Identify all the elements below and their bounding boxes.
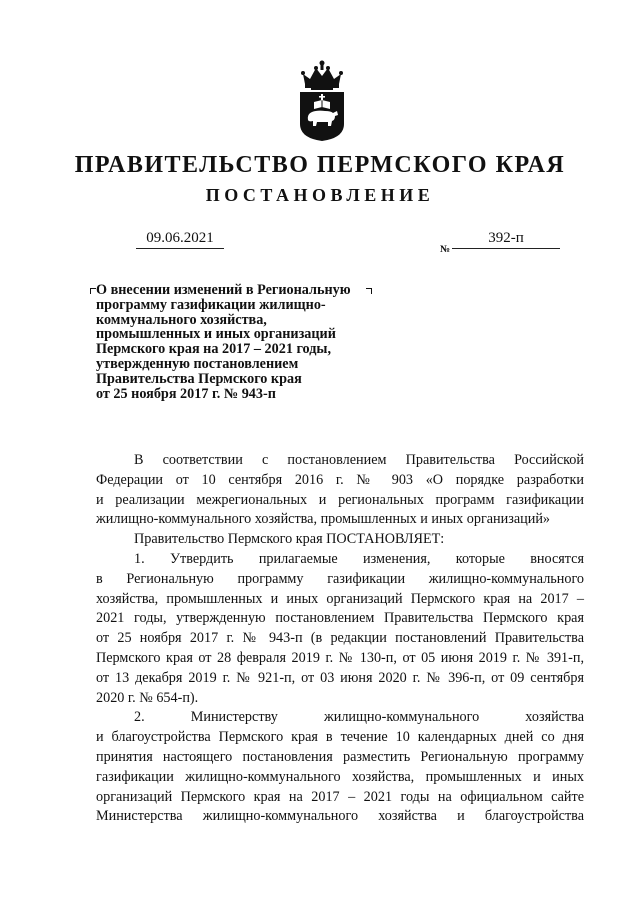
body-line: в Региональную программу газификации жилищно-коммунального [96, 570, 584, 587]
body-line: Пермского края от 28 февраля 2019 г. № 130-п, от 05 июня 2019 г. № 391-п, [96, 649, 584, 666]
document-date: 09.06.2021 [136, 230, 224, 249]
body-line: Федерации от 10 сентября 2016 г. № 903 «О порядке разработки [96, 471, 584, 488]
body-line: 2020 г. № 654-п). [96, 689, 199, 706]
subject-line: от 25 ноября 2017 г. № 943-п [96, 385, 276, 402]
subject-line: утвержденную постановлением [96, 355, 299, 372]
perm-krai-coat-of-arms-icon [295, 58, 349, 142]
body-line: от 13 декабря 2019 г. № 921-п, от 03 июня 2020 г. № 396-п, от 09 сентября [96, 669, 584, 686]
document-subject [96, 283, 386, 401]
subject-line: промышленных и иных организаций [96, 326, 336, 343]
document-body [96, 451, 584, 827]
subject-line: О внесении изменений в Региональную [96, 282, 351, 298]
government-title: ПРАВИТЕЛЬСТВО ПЕРМСКОГО КРАЯ [74, 152, 566, 178]
body-line: хозяйства, промышленных и иных организаций Пермского края на 2017 – [96, 590, 584, 607]
document-type: ПОСТАНОВЛЕНИЕ [205, 185, 435, 205]
body-line: принятия настоящего постановления разместить Региональную программу [96, 748, 584, 765]
body-line: жилищно-коммунального хозяйства, промышленных и иных организаций» [96, 511, 551, 528]
body-line: и реализации межрегиональных и региональных программ газификации [96, 491, 584, 508]
subject-line: Правительства Пермского края [96, 370, 302, 387]
document-number-block [440, 230, 564, 254]
subject-line: коммунального хозяйства, [96, 311, 267, 328]
body-line: Министерства жилищно-коммунального хозяйства и благоустройства [96, 808, 584, 825]
number-sign: № [440, 244, 451, 255]
body-line: 1. Утвердить прилагаемые изменения, которые вносятся [134, 550, 584, 567]
body-line: 2. Министерству жилищно-коммунального хозяйства [134, 709, 584, 726]
body-line: В соответствии с постановлением Правительства Российской [134, 452, 584, 468]
body-line: и благоустройства Пермского края в течение 10 календарных дней со дня [96, 729, 584, 746]
subject-line: Пермского края на 2017 – 2021 годы, [96, 341, 332, 358]
body-line: от 25 ноября 2017 г. № 943-п (в редакции постановлений Правительства [96, 630, 584, 647]
subject-line: программу газификации жилищно- [96, 296, 326, 313]
body-line: организаций Пермского края на 2017 – 2021 годы на официальном сайте [96, 788, 584, 805]
body-line: 2021 годы, утвержденную постановлением Правительства Пермского края [96, 610, 584, 627]
document-number: 392-п [452, 230, 560, 249]
body-line: Правительство Пермского края ПОСТАНОВЛЯЕТ: [134, 531, 445, 548]
body-line: газификации жилищно-коммунального хозяйства, промышленных и иных [96, 768, 584, 785]
